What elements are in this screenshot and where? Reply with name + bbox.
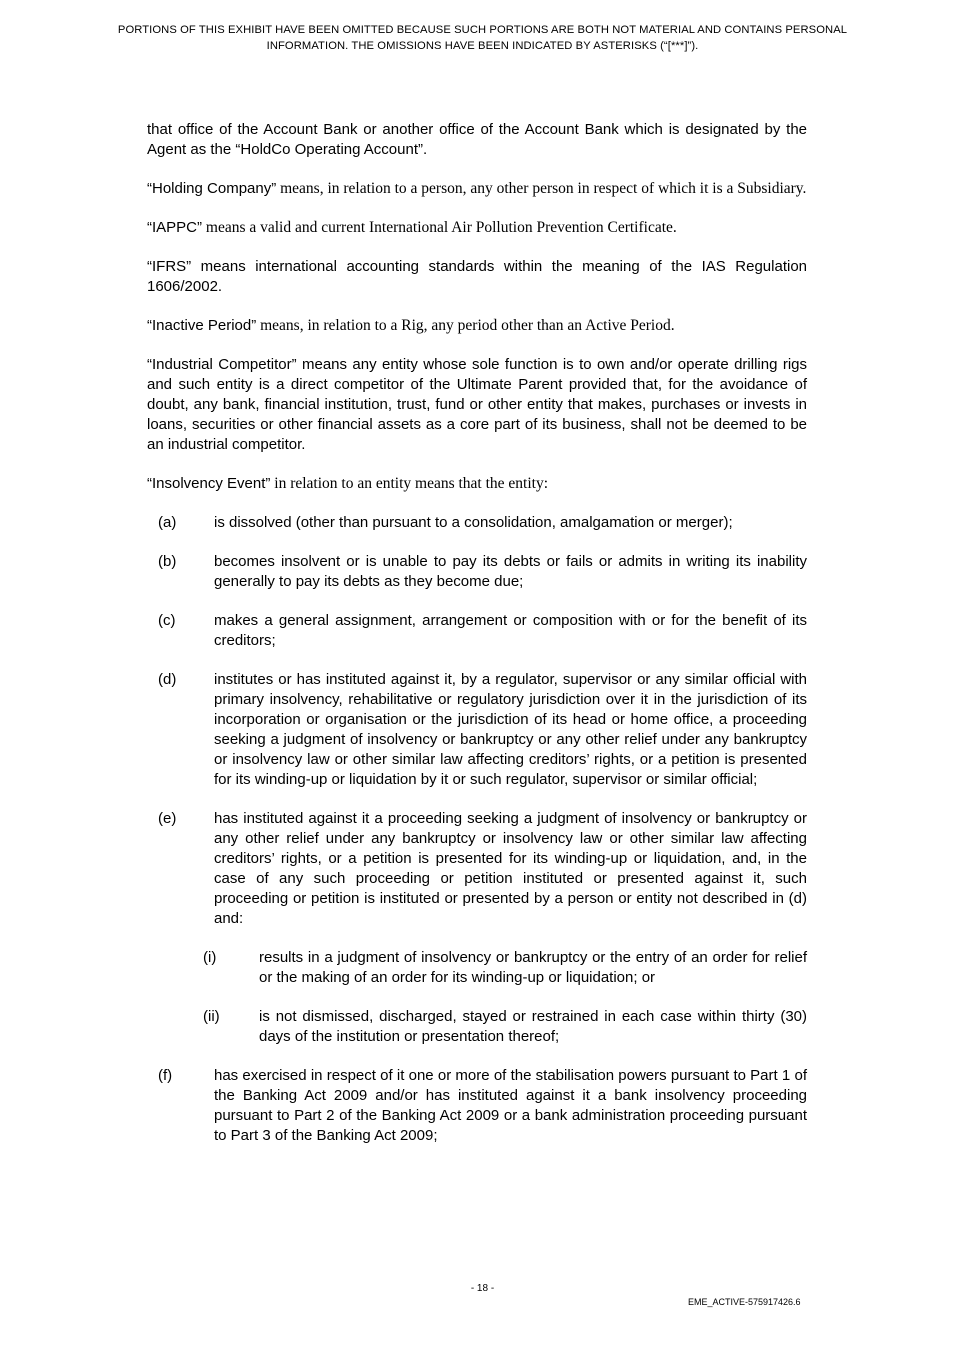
definition-text: means, in relation to a Rig, any period other than an Active Period.: [256, 317, 675, 334]
sub-item-text: is not dismissed, discharged, stayed or restrained in each case within thirty (30) days of the institution or presentation thereof;: [259, 1008, 807, 1045]
definition-inactive-period: [147, 316, 807, 336]
definition-text: in relation to an entity means that the entity:: [270, 475, 549, 492]
sub-item-label: (i): [203, 949, 217, 966]
list-item-label: (d): [158, 671, 177, 688]
sub-item-ii: [147, 1007, 807, 1047]
definition-iappc: [147, 218, 807, 238]
definition-text: means, in relation to a person, any other person in respect of which it is a Subsidiary.: [276, 180, 807, 197]
list-item-f: [147, 1066, 807, 1146]
document-reference: EME_ACTIVE-575917426.6: [688, 1297, 801, 1307]
sub-item-text: results in a judgment of insolvency or bankruptcy or the entry of an order for relief or the making of an order for its winding-up or liquidation; or: [259, 949, 807, 986]
list-item-a: [147, 513, 807, 533]
definition-text: means a valid and current International Air Pollution Prevention Certificate.: [202, 219, 677, 236]
holdco-operating-account-continuation: that office of the Account Bank or another office of the Account Bank which is designated by the Agent as the “HoldCo Operating Account”.: [147, 121, 807, 158]
definition-industrial-competitor: [147, 355, 807, 455]
list-item-c: [147, 611, 807, 651]
definition-ifrs: [147, 257, 807, 297]
definition-text: means international accounting standards within the meaning of the IAS Regulation 1606/2002.: [147, 258, 807, 295]
list-item-label: (f): [158, 1067, 173, 1084]
definition-term: “Holding Company”: [147, 180, 277, 197]
definition-term: “Inactive Period”: [147, 317, 257, 334]
definition-term: “IFRS”: [147, 258, 192, 275]
list-item-d: [147, 670, 807, 790]
list-item-e: [147, 809, 807, 929]
list-item-text: has instituted against it a proceeding seeking a judgment of insolvency or bankruptcy or any other relief under any bankruptcy or insolvency law or other similar law affecting creditors’ rights, or a petition is presented for its winding-up or liquidation, and, in the case of any such proceeding or petition instituted or presented against it, such proceeding or petition is instituted or presented by a person or entity not described in (d) and:: [214, 810, 807, 927]
list-item-text: is dissolved (other than pursuant to a consolidation, amalgamation or merger);: [214, 514, 733, 531]
sub-item-i: [147, 948, 807, 988]
document-body: [147, 120, 807, 1165]
definition-holding-company: [147, 179, 807, 199]
list-item-label: (e): [158, 810, 177, 827]
omission-notice: PORTIONS OF THIS EXHIBIT HAVE BEEN OMITTED BECAUSE SUCH PORTIONS ARE BOTH NOT MATERIAL AND CONTAINS PERSONAL INFORMATION. THE OMISSIONS HAVE BEEN INDICATED BY ASTERISKS (“[***]”).: [117, 24, 848, 52]
list-item-label: (a): [158, 514, 177, 531]
definition-term: “IAPPC”: [147, 219, 203, 236]
list-item-b: [147, 552, 807, 592]
definition-term: “Insolvency Event”: [147, 475, 271, 492]
list-item-text: makes a general assignment, arrangement or composition with or for the benefit of its creditors;: [214, 612, 807, 649]
definition-insolvency-event: [147, 474, 807, 494]
list-item-label: (c): [158, 612, 176, 629]
sub-item-label: (ii): [203, 1008, 220, 1025]
list-item-label: (b): [158, 553, 177, 570]
definition-term: “Industrial Competitor”: [147, 356, 297, 373]
list-item-text: has exercised in respect of it one or more of the stabilisation powers pursuant to Part 1 of the Banking Act 2009 and/or has instituted against it a bank insolvency proceeding pursuant to Part 2 of the Banking Act 2009 or a bank administration proceeding pursuant to Part 3 of the Banking Act 2009;: [214, 1067, 807, 1144]
list-item-text: becomes insolvent or is unable to pay its debts or fails or admits in writing its inability generally to pay its debts as they become due;: [214, 553, 807, 590]
page-number: - 18 -: [470, 1283, 495, 1294]
definition-text: means any entity whose sole function is to own and/or operate drilling rigs and such entity is a direct competitor of the Ultimate Parent provided that, for the avoidance of doubt, any bank, financial institution, trust, fund or other entity that makes, purchases or invests in loans, securities or other financial assets as a core part of its business, shall not be deemed to be an industrial competitor.: [147, 356, 807, 453]
list-item-text: institutes or has instituted against it, by a regulator, supervisor or any similar official with primary insolvency, rehabilitative or regulatory jurisdiction over it in the jurisdiction of its incorporation or organisation or the jurisdiction of its head or home office, a proceeding seeking a judgment of insolvency or bankruptcy or any other relief under any bankruptcy or insolvency law or other similar law affecting creditors’ rights, or a petition is presented for its winding-up or liquidation by it or such regulator, supervisor or similar official;: [214, 671, 807, 788]
